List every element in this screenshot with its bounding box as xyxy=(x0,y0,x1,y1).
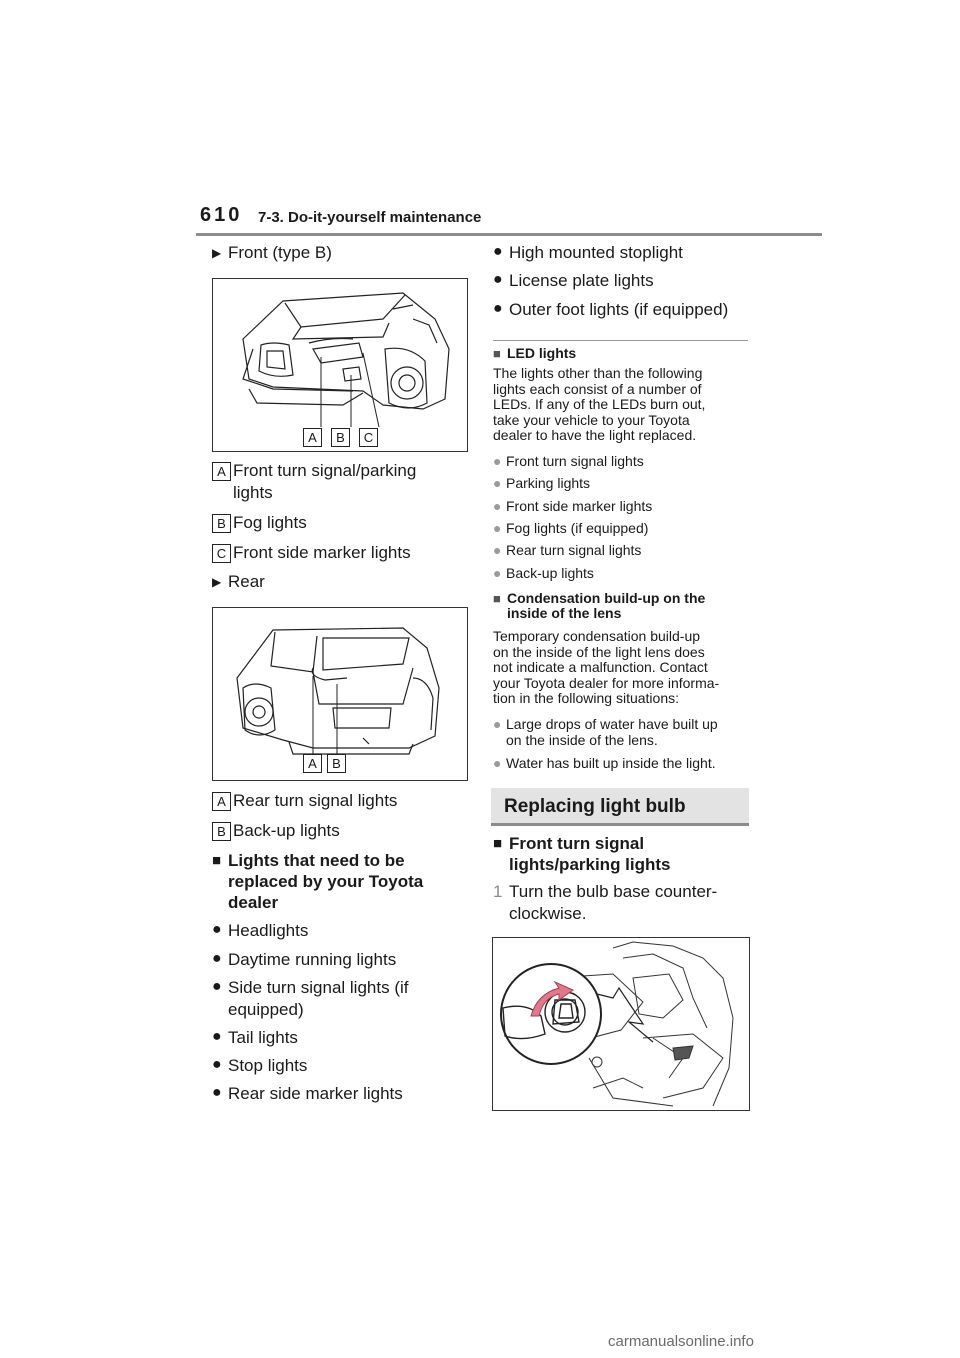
bullet-icon: ● xyxy=(212,978,222,995)
section-title: 7-3. Do-it-yourself maintenance xyxy=(258,209,482,226)
callout-c-front: C xyxy=(359,428,378,447)
bullet-icon: ● xyxy=(493,565,502,581)
key-a-rear-desc: Rear turn signal lights xyxy=(233,791,398,810)
bullet-icon: ● xyxy=(493,498,502,514)
bullet-icon: ● xyxy=(212,1084,222,1101)
square-bullet-icon: ■ xyxy=(493,591,501,606)
watermark: carmanualsonline.info xyxy=(608,1333,754,1350)
condensation-body: Temporary condensation build-up on the inside of the light lens does not indicate a malfunction. Contact your Toyota dealer for more informa- tion in the following situations: xyxy=(493,628,720,706)
key-a-front-desc-1: Front turn signal/parking xyxy=(233,461,417,480)
bullet-icon: ● xyxy=(493,755,502,771)
replacing-section-band xyxy=(491,788,749,826)
callout-a-rear: A xyxy=(303,754,322,773)
key-b-rear-desc: Back-up lights xyxy=(233,821,340,840)
front-vehicle-figure xyxy=(212,278,468,452)
page-number: 610 xyxy=(200,204,243,226)
bullet-icon: ● xyxy=(493,300,503,317)
key-b-rear: B xyxy=(212,822,231,841)
bulb-removal-figure xyxy=(492,937,750,1111)
bullet-icon: ● xyxy=(493,520,502,536)
square-bullet-icon: ■ xyxy=(212,852,222,869)
replacing-section-title: Replacing light bulb xyxy=(504,796,686,817)
rear-vehicle-figure xyxy=(212,607,468,781)
bulb-base-illustration xyxy=(493,938,749,1110)
callout-a-front: A xyxy=(303,428,322,447)
key-b-front: B xyxy=(212,514,231,533)
bullet-icon: ● xyxy=(493,243,503,260)
bullet-icon: ● xyxy=(493,475,502,491)
bullet-icon: ● xyxy=(493,271,503,288)
key-c-front-desc: Front side marker lights xyxy=(233,543,411,562)
bullet-icon: ● xyxy=(212,1028,222,1045)
key-a-rear: A xyxy=(212,792,231,811)
led-body: The lights other than the following lights each consist of a number of LEDs. If any of the LEDs burn out, take your vehicle to your Toyota dealer to have the light replaced. xyxy=(493,365,706,443)
square-bullet-icon: ■ xyxy=(493,835,503,852)
arrow-bullet-icon: ▶ xyxy=(212,246,222,260)
callout-b-rear: B xyxy=(327,754,346,773)
header-rule xyxy=(196,233,822,236)
arrow-bullet-icon: ▶ xyxy=(212,575,222,589)
key-b-front-desc: Fog lights xyxy=(233,513,307,532)
front-suv-illustration xyxy=(213,279,467,451)
bullet-icon: ● xyxy=(493,716,502,732)
square-bullet-icon: ■ xyxy=(493,346,501,361)
bullet-icon: ● xyxy=(493,542,502,558)
step-number: 1 xyxy=(493,882,503,901)
bullet-icon: ● xyxy=(493,453,502,469)
bullet-icon: ● xyxy=(212,921,222,938)
bullet-icon: ● xyxy=(212,1056,222,1073)
key-a-front: A xyxy=(212,462,231,481)
key-a-front-desc-2: lights xyxy=(233,483,273,502)
bullet-icon: ● xyxy=(212,950,222,967)
divider xyxy=(493,340,748,341)
key-c-front: C xyxy=(212,544,231,563)
callout-b-front: B xyxy=(331,428,350,447)
